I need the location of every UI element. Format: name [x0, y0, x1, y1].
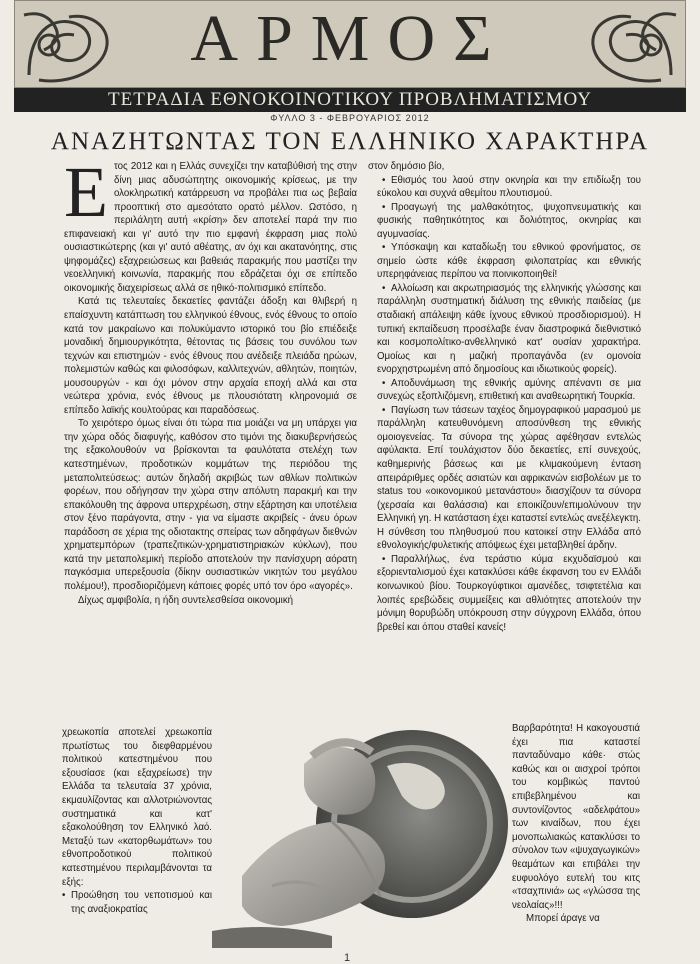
- paragraph: Το χειρότερο όμως είναι ότι τώρα πια μοιάζει να μη υπάρχει για την χώρα οδός διαφυγής, καθόσον στο τιμόνι της διακυβερνήσεώς της εξακολουθούν να βρίσκονται τα φαυλότατα στελέχη των κατεστημένων, προδοτικών κομμάτων της περιόδου της μεταπολιτεύσεως: αυτών δηλαδή ακριβώς των αθλίων πολιτικών φορέων, που οδήγησαν την χώρα στην απόλυτη παρακμή και την επακόλουθη της άφρονα υπερχρέωση, στην εξάρτηση και υποτέλεια στον ξένο παράγοντα, στην - για να είμαστε ακριβείς - άνευ όρων παράδοση σε χέρια της οδιοτακτης σπείρας των αδηφάγων διεθνών χρηματεμπόρων (τραπεζιτικών-χρηματιστηριακών κύκλων), που κατά την μεταπολεμική περίοδο αποτελούν την πανίσχυρη αόρατη παγκόσμια υπερεξουσία (δίκην ουσιαστικών νικητών του μεγάλου πολέμου!), προσδιοριζόμενη κάποιες φορές υπό τον όρο «αγορές».: [64, 418, 357, 592]
- dropcap: Ε: [64, 152, 108, 232]
- issue-info: ΦΥΛΛΟ 3 - ΦΕΒΡΟΥΑΡΙΟΣ 2012: [270, 113, 430, 123]
- paragraph: στον δημόσιο βίο,: [368, 161, 445, 172]
- masthead-subtitle: ΤΕΤΡΑΔΙΑ ΕΘΝΟΚΟΙΝΟΤΙΚΟΥ ΠΡΟΒΛΗΜΑΤΙΣΜΟΥ: [14, 88, 686, 112]
- masthead: [14, 0, 686, 88]
- page-number: 1: [344, 952, 351, 964]
- left-column: [64, 152, 357, 607]
- bullet-item: • Προαγωγή της μαλθακότητος, ψυχοπνευματικής και φυσικής παθητικότητος και δολιότητος, οκνηρίας και αγυμνασίας.: [368, 201, 641, 242]
- bullet-item: • Αποδυνάμωση της εθνικής αμύνης απέναντι σε μια συνεχώς εξοπλιζόμενη, επιθετική και αναθεωρητική Τουρκία.: [368, 377, 641, 404]
- paragraph: Δίχως αμφιβολία, η ήδη συντελεσθείσα οικονομική: [78, 594, 294, 606]
- bullet-item: • Παραλλήλως, ένα τεράστιο κύμα εκχυδαϊσμού και εξοριενταλισμού έχει κατακλύσει κάθε έκφανση του εν Ελλάδι κοινωνικού βίου. Τουρκογύφτικοι αμανέδες, τσιφτετέλια και λοιπές ερεβώδεις συμμείξεις και αθλιότητες αποτελούν την μόνιμη θορυβώδη υπόκρουση στην σύγχρονη Ελλάδα, όπου βρεθεί και όπου σταθεί κανείς!: [368, 553, 641, 634]
- masthead-title: ΑΡΜΟΣ: [190, 2, 510, 75]
- paragraph: χρεωκοπία αποτελεί χρεωκοπία πρωτίστως του διεφθαρμένου πολιτικού κατεστημένου που εξουσίασε (και εξαχρείωσε) την Ελλάδα τα τελευταία 37 χρόνια, εκμαυλίζοντας και αλλοτριώνοντας συστηματικά και κατ' εξακολούθηση τον Ελληνικό λαό. Μεταξύ των «κατορθωμάτων» του εθνοπροδοτικού πολιτικού κατεστημένου περιλαμβάνονται τα εξής:: [62, 727, 212, 888]
- paragraph-text: τος 2012 και η Ελλάς συνεχίζει την καταβύθισή της στην δίνη μιας αδυσώπητης οικονομικής κρίσεως, με την ολοκληρωτική κατάρρευση να προβάλει πια ως βεβαία προοπτική στο αμεσότατο ορατό μέλλον. Ωστόσο, η περιλάλητη αυτή «κρίση» δεν αποτελεί παρά την πιο επιφανειακή και γι' αυτό την πιο εμφανή έκφραση μιας πολύ ουσιαστικώτερης (και γι' αυτό αθέατης, αν όχι και ακατανόητης, στις ψηφομάζες) εξαχρειώσεως και βαθειάς παρακμής που μαστίζει την νεοελληνική κοινωνία, παρακμής που εδράζεται όχι σε επίπεδο οικονομικής διαχειρίσεως αλλά σε ηθικό-πολιτισμικό επίπεδο.: [64, 161, 357, 294]
- paragraph: Βαρβαρότητα! Η κακογουστιά έχει πια καταστεί πανταδύναμο κάθε· στώς καθώς και οι αισχροί τρόποι του κομβικώς παντού επιβεβλημένου και συντονίζοντος «αδελφάτου» των κιναίδων, που έχει μονοπωλιακώς κατακλύσει το σύνολον των «ψυχαγωγικών» θεαμάτων και επιβάλει την ευφυολόγο ευτελή του κιτς «τσαχπινιά» ως «γλώσσα της νεολαίας»!!!: [512, 723, 640, 911]
- bullet-item: • Παγίωση των τάσεων ταχέος δημογραφικού μαρασμού με παράλληλη κατευθυνόμενη αποσύνθεση της εθνικής ομοιογενείας. Τα σύνορα της χώρας αφέθησαν εντελώς αφύλακτα. Επί τουλάχιστον δύο δεκαετίες, επί συνεχούς, καθημερινής βάσεως και με κλιμακούμενη ένταση απειράριθμες ορδές ασιατών και αφρικανών εισβολέων με το status του «οικονομικού μετανάστου» διασχίζουν τα σύνορα (χερσαία και θαλάσσια) και εποικίζουν/επιμολύνουν την Ελληνική γη. Η κατάσταση έχει καταστεί εντελώς ανεξέλεγκτη. Η σύνθεση του πληθυσμού που κατοικεί στην Ελλάδα από εθνολογικής/φυλετικής απόψεως έχει μεταβληθεί άρδην.: [368, 404, 641, 553]
- paragraph: Μπορεί άραγε να: [526, 913, 600, 925]
- warrior-shield-sculpture-image: [212, 726, 512, 948]
- bullet-item: • Υπόσκαψη και καταδίωξη του εθνικού φρονήματος, σε σημείο ώστε κάθε έκφραση φιλοπατρίας και εθνικής υπερηφάνειας περίπου να ποινικοποιηθεί!: [368, 241, 641, 282]
- bullet-item: • Εθισμός του λαού στην οκνηρία και την επιδίωξη του εύκολου και συχνά αθεμίτου πλουτισμού.: [368, 174, 641, 201]
- celtic-knot-ornament-right: [581, 5, 681, 87]
- bottom-right-column: [512, 722, 640, 926]
- paragraph: Κατά τις τελευταίες δεκαετίες φαντάζει άδοξη και θλιβερή η επαίσχυντη κατάπτωση του ελληνικού έθνους, ενός έθνους το οποίο κατά τον μακραίωνο και πολυκύμαντο ιστορικό του βίο επιέδειξε μοναδική δημιουργικότητα, θέτοντας τις βάσεις του συνόλου των τεχνών και επιστημών - ενός έθνους που ανέδειξε πλειάδα ηρώων, πολεμιστών καθώς και φιλοσόφων, καλλιτεχνών, αθλητών, ποιητών, μουσουργών - και όχι μόνον στην αρχαία εποχή αλλά και στα νεώτερα χρόνια, ενός έθνους με πλουσιότατη κληρονομιά σε επίπεδο λαϊκής κουλτούρας και παραδόσεως.: [64, 296, 357, 416]
- bullet-item: • Αλλοίωση και ακρωτηριασμός της ελληνικής γλώσσης και παράλληλη συστηματική διάλυση της εθνικής παιδείας (με σταδιακή απάλειψη κάθε ίχνους εθνικού προσδιορισμού). Η τυπική εκπαίδευση προσέλαβε έναν διαστροφικά διεθνιστικό και κοσμοπολίτικο-ανθελληνικό κατ' ουσίαν χαρακτήρα. Ομοίως και η μαζική προπαγάνδα (εν ομονοία ενορχηστρωμένη από δημοσίους και ιδιωτικούς φορείς).: [368, 282, 641, 377]
- lead-paragraph: [64, 152, 357, 295]
- bullet-item: • Προώθηση του νεποτισμού και της αναξιοκρατίας: [62, 889, 212, 916]
- article-headline: ΑΝΑΖΗΤΩΝΤΑΣ ΤΟΝ ΕΛΛΗΝΙΚΟ ΧΑΡΑΚΤΗΡΑ: [50, 128, 650, 155]
- bottom-left-column: [62, 726, 212, 916]
- celtic-knot-ornament-left: [19, 5, 119, 87]
- right-column: [368, 160, 641, 634]
